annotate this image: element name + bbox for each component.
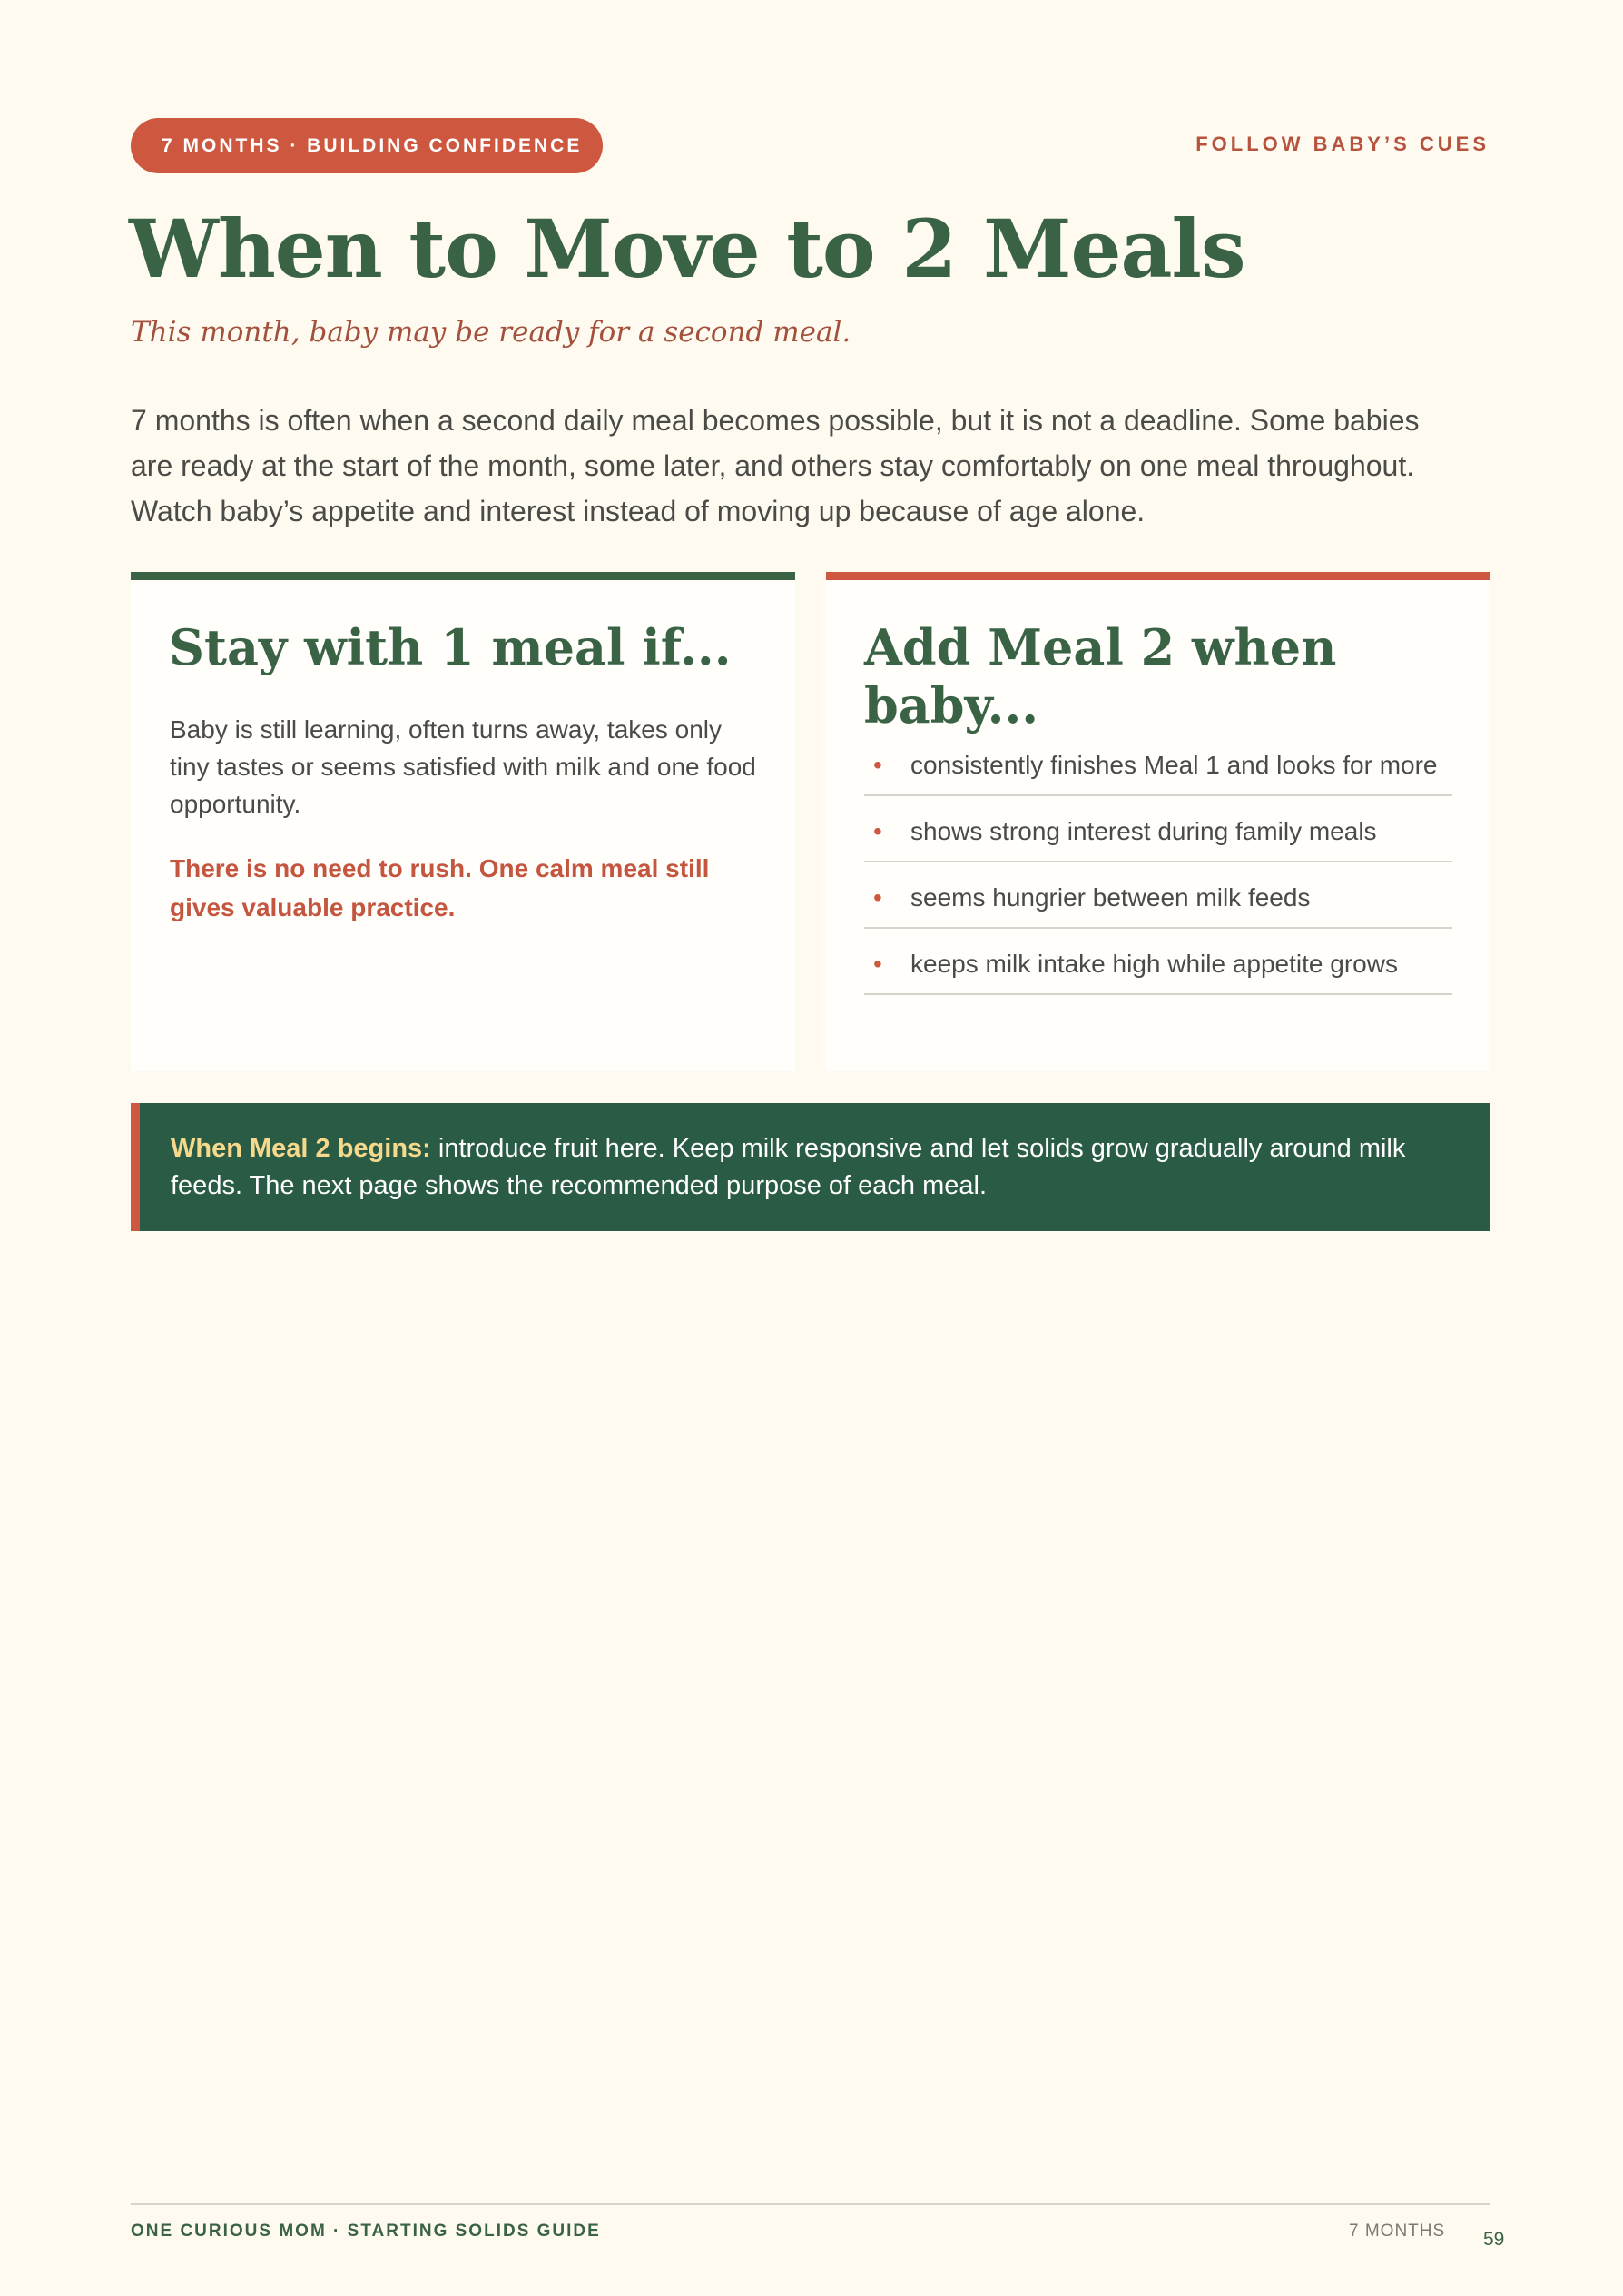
stay-card-note: There is no need to rush. One calm meal still gives valuable practice.	[170, 854, 710, 921]
page-number: 59	[1483, 2229, 1505, 2250]
list-item	[864, 746, 1452, 796]
footer-divider	[131, 2203, 1490, 2205]
callout-lead: When Meal 2 begins:	[171, 1134, 431, 1163]
add-card-heading: Add Meal 2 when baby...	[864, 618, 1337, 734]
page-title: When to Move to 2 Meals	[129, 202, 1245, 296]
footer-section-label: 7 MONTHS	[1349, 2222, 1446, 2241]
add-meal-two-card	[826, 572, 1490, 1071]
stay-card-heading: Stay with 1 meal if...	[169, 618, 732, 676]
bullet-icon: •	[873, 883, 882, 912]
footer-guide-title: ONE CURIOUS MOM · STARTING SOLIDS GUIDE	[131, 2222, 601, 2241]
meal-two-callout	[131, 1103, 1490, 1231]
list-item	[864, 879, 1452, 929]
intro-paragraph: 7 months is often when a second daily meal becomes possible, but it is not a deadline. Some babies are ready at the start of the month, some later, and others stay comfortably on one meal throughout. Watch baby’s appetite and interest instead of moving up because of age alone.	[131, 404, 1420, 527]
stay-card-body: Baby is still learning, often turns away, takes only tiny tastes or seems satisfied with milk and one food opportunity.	[170, 715, 756, 818]
header-tagline: FOLLOW BABY’S CUES	[1195, 133, 1490, 155]
callout-text: introduce fruit here. Keep milk responsive and let solids grow gradually around milk feeds. The next page shows the recommended purpose of each meal.	[171, 1134, 1406, 1200]
list-item	[864, 945, 1452, 995]
page-subtitle: This month, baby may be ready for a second meal.	[131, 316, 851, 349]
section-badge: 7 MONTHS · BUILDING CONFIDENCE	[131, 118, 603, 173]
list-item	[864, 813, 1452, 862]
bullet-icon: •	[873, 751, 882, 779]
list-item-text: shows strong interest during family meals	[910, 817, 1377, 845]
list-item-text: consistently finishes Meal 1 and looks for more	[910, 751, 1438, 779]
list-item-text: seems hungrier between milk feeds	[910, 883, 1311, 912]
list-item-text: keeps milk intake high while appetite grows	[910, 950, 1398, 978]
stay-one-meal-card	[131, 572, 795, 1071]
readiness-list	[864, 746, 1452, 1011]
bullet-icon: •	[873, 817, 882, 845]
bullet-icon: •	[873, 950, 882, 978]
